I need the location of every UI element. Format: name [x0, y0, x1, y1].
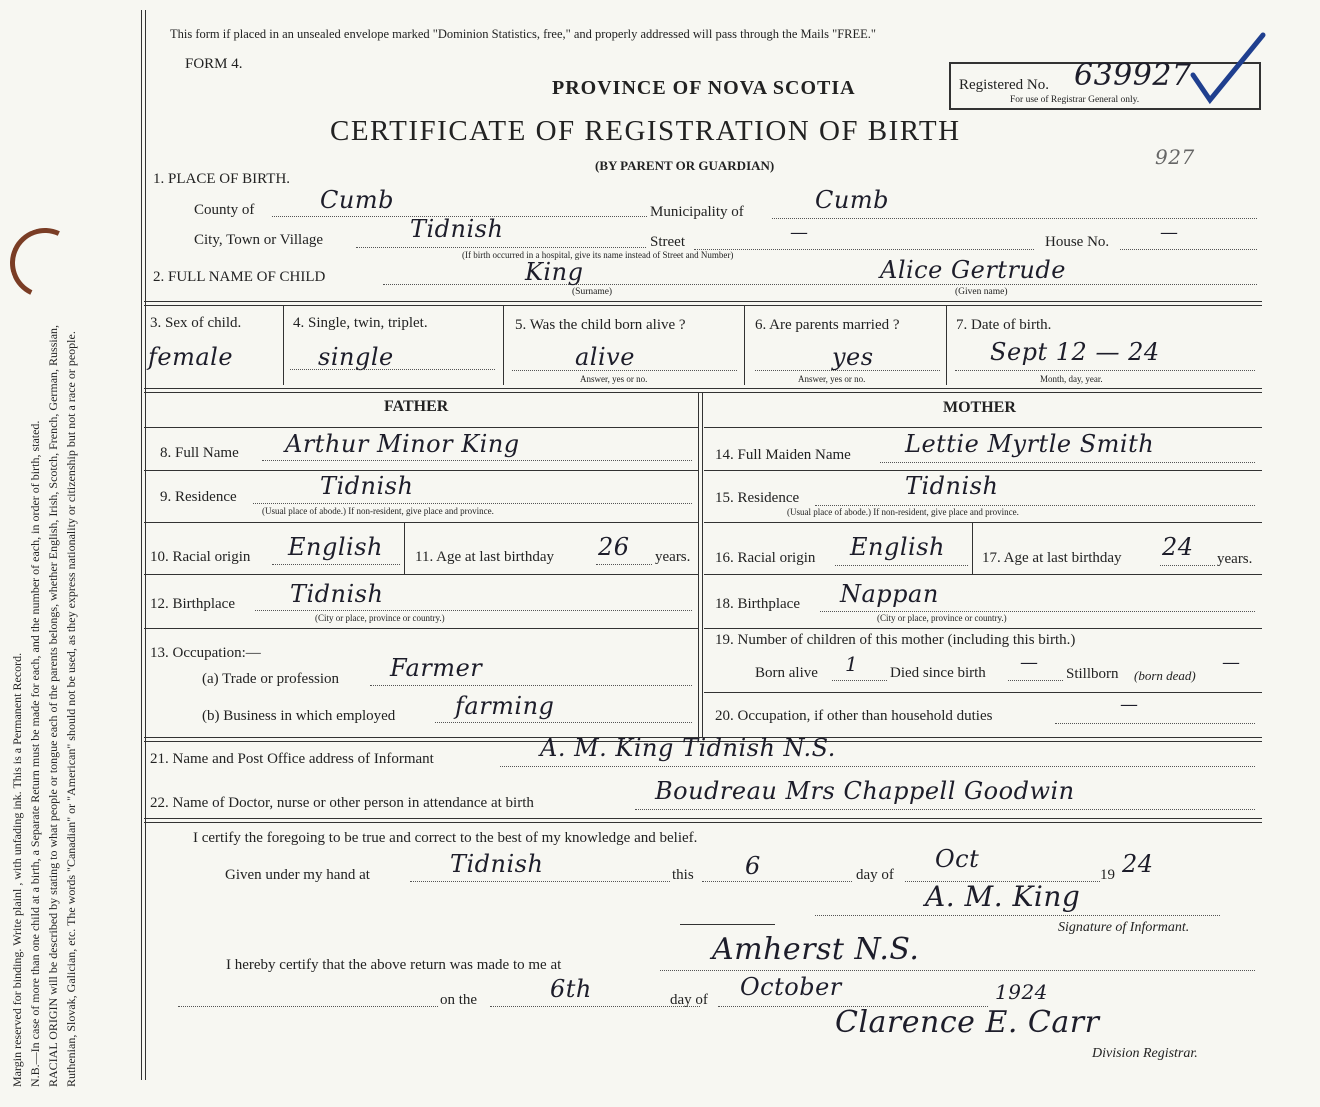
registrar-signature-label: Division Registrar. [1092, 1046, 1198, 1061]
stillborn-hint: (born dead) [1134, 668, 1196, 683]
plurality-label: 4. Single, twin, triplet. [293, 315, 428, 331]
county-value: Cumb [320, 186, 394, 214]
mother-birthplace-hint: (City or place, province or country.) [877, 613, 1007, 623]
subtitle: (BY PARENT OR GUARDIAN) [595, 158, 775, 173]
mother-residence-hint: (Usual place of abode.) If non-resident, give place and province. [787, 507, 1019, 517]
born-alive-value: alive [575, 343, 635, 371]
father-name-value: Arthur Minor King [285, 430, 520, 458]
mother-birthplace-label: 18. Birthplace [715, 596, 800, 612]
father-birthplace-value: Tidnish [290, 580, 384, 608]
certify-year: 24 [1122, 850, 1154, 878]
city-label: City, Town or Village [194, 232, 324, 248]
father-name-label: 8. Full Name [160, 445, 239, 461]
day-of-label: day of [856, 867, 894, 883]
father-racial-value: English [288, 533, 383, 561]
date-of-birth-hint: Month, day, year. [1040, 374, 1103, 384]
parents-married-value: yes [832, 343, 874, 371]
year-prefix: 19 [1100, 867, 1115, 883]
city-value: Tidnish [410, 215, 504, 243]
municipality-label: Municipality of [650, 204, 744, 220]
registrar-day: 6th [550, 975, 592, 1003]
child-given-name: Alice Gertrude [880, 256, 1066, 284]
stillborn-count: — [1222, 652, 1241, 673]
father-heading: FATHER [384, 398, 449, 415]
check-mark-icon [1188, 30, 1268, 105]
registrar-place: Amherst N.S. [712, 932, 920, 967]
registrar-day-of-label: day of [670, 992, 708, 1008]
margin-notes [0, 0, 140, 1107]
street-label: Street [650, 234, 685, 250]
mother-occupation-label: 20. Occupation, if other than household duties [715, 708, 993, 724]
given-under-hand-label: Given under my hand at [225, 867, 370, 883]
house-number-label: House No. [1045, 234, 1110, 250]
hospital-note: (If birth occurred in a hospital, give its name instead of Street and Number) [462, 250, 734, 260]
certify-month: Oct [935, 845, 980, 873]
plurality-value: single [318, 343, 394, 371]
mother-racial-label: 16. Racial origin [715, 550, 816, 566]
mother-name-value: Lettie Myrtle Smith [905, 430, 1155, 458]
born-alive-hint: Answer, yes or no. [580, 374, 648, 384]
parents-married-hint: Answer, yes or no. [798, 374, 866, 384]
father-business-label: (b) Business in which employed [202, 708, 396, 724]
mother-residence-value: Tidnish [905, 472, 999, 500]
mother-heading: MOTHER [943, 399, 1016, 416]
municipality-value: Cumb [815, 186, 889, 214]
given-at-value: Tidnish [450, 850, 544, 878]
mother-racial-value: English [850, 533, 945, 561]
mother-age-label: 17. Age at last birthday [982, 550, 1122, 566]
mother-name-label: 14. Full Maiden Name [715, 447, 851, 463]
mother-age-value: 24 [1162, 533, 1194, 561]
died-since-birth-count: — [1020, 652, 1039, 673]
child-surname: King [525, 258, 584, 286]
certify-day: 6 [745, 852, 761, 880]
father-birthplace-hint: (City or place, province or country.) [315, 613, 445, 623]
date-of-birth-label: 7. Date of birth. [956, 317, 1052, 333]
stamp-number: 927 [1155, 145, 1195, 169]
margin-note-1: Margin reserved for binding. Write plainl , with unfading ink. This is a Permanent Record. [10, 652, 24, 1087]
father-age-years: years. [655, 549, 691, 565]
form-number: FORM 4. [185, 56, 243, 72]
left-border [141, 10, 146, 1080]
registrar-signature: Clarence E. Carr [835, 1005, 1100, 1040]
margin-note-3: RACIAL ORIGIN will be described by stating to what people or tongue each of the parents belongs, whether English, Irish, Scotch, French, German, Russian, [46, 324, 60, 1087]
born-alive-label: 5. Was the child born alive ? [515, 317, 686, 333]
father-residence-label: 9. Residence [160, 489, 237, 505]
registrar-month: October [740, 973, 842, 1001]
house-number-value: — [1160, 222, 1179, 243]
doctor-value: Boudreau Mrs Chappell Goodwin [655, 777, 1075, 805]
mother-occupation-value: — [1120, 694, 1139, 715]
died-since-birth-label: Died since birth [890, 665, 986, 681]
stillborn-label: Stillborn [1066, 666, 1119, 682]
informant-label: 21. Name and Post Office address of Informant [150, 751, 434, 767]
father-age-label: 11. Age at last birthday [415, 549, 554, 565]
children-count-label: 19. Number of children of this mother (including this birth.) [715, 632, 1076, 648]
father-trade-value: Farmer [390, 654, 483, 682]
county-label: County of [194, 202, 255, 218]
informant-value: A. M. King Tidnish N.S. [540, 734, 836, 762]
on-the-label: on the [440, 992, 478, 1008]
sex-label: 3. Sex of child. [150, 315, 242, 331]
mother-birthplace-value: Nappan [840, 580, 939, 608]
father-birthplace-label: 12. Birthplace [150, 596, 235, 612]
informant-signature-label: Signature of Informant. [1058, 920, 1190, 935]
father-business-value: farming [455, 692, 555, 720]
father-racial-label: 10. Racial origin [150, 549, 251, 565]
margin-note-2: N.B.—In case of more than one child at a birth, a Separate Return must be made for each, and the number of each, in order of birth, stated. [28, 420, 42, 1087]
child-name-label: 2. FULL NAME OF CHILD [153, 269, 326, 285]
born-alive-count: 1 [845, 652, 859, 676]
date-of-birth-value: Sept 12 — 24 [990, 338, 1160, 366]
father-occupation-label: 13. Occupation:— [150, 645, 261, 661]
registered-number: 639927 [1074, 58, 1192, 93]
registrar-year: 1924 [995, 980, 1048, 1004]
informant-signature: A. M. King [925, 880, 1081, 913]
father-residence-hint: (Usual place of abode.) If non-resident, give place and province. [262, 506, 494, 516]
province-heading: PROVINCE OF NOVA SCOTIA [552, 77, 856, 99]
mother-residence-label: 15. Residence [715, 490, 800, 506]
mail-notice: This form if placed in an unsealed envelope marked "Dominion Statistics, free," and properly addressed will pass through the Mails "FREE." [170, 27, 877, 41]
margin-note-4: Ruthenian, Slovak, Galician, etc. The words "Canadian" or "American" should not be used, as they express nationality or citizenship but not a race or people. [64, 331, 78, 1087]
page-title: CERTIFICATE OF REGISTRATION OF BIRTH [330, 115, 961, 147]
registrar-note: For use of Registrar General only. [1010, 95, 1140, 105]
street-value: — [790, 222, 809, 243]
sex-value: female [148, 343, 234, 371]
doctor-label: 22. Name of Doctor, nurse or other person in attendance at birth [150, 795, 534, 811]
parents-married-label: 6. Are parents married ? [755, 317, 900, 333]
certification-statement: I certify the foregoing to be true and correct to the best of my knowledge and belief. [193, 830, 698, 846]
father-trade-label: (a) Trade or profession [202, 671, 340, 687]
registered-label: Registered No. [959, 77, 1049, 93]
mother-age-years: years. [1217, 551, 1253, 567]
place-of-birth-heading: 1. PLACE OF BIRTH. [153, 171, 291, 187]
registrar-statement: I hereby certify that the above return was made to me at [226, 957, 562, 973]
given-name-label: (Given name) [955, 287, 1008, 297]
surname-label: (Surname) [572, 287, 613, 297]
born-alive-count-label: Born alive [755, 665, 818, 681]
father-residence-value: Tidnish [320, 472, 414, 500]
father-age-value: 26 [598, 533, 630, 561]
this-label: this [672, 867, 694, 883]
